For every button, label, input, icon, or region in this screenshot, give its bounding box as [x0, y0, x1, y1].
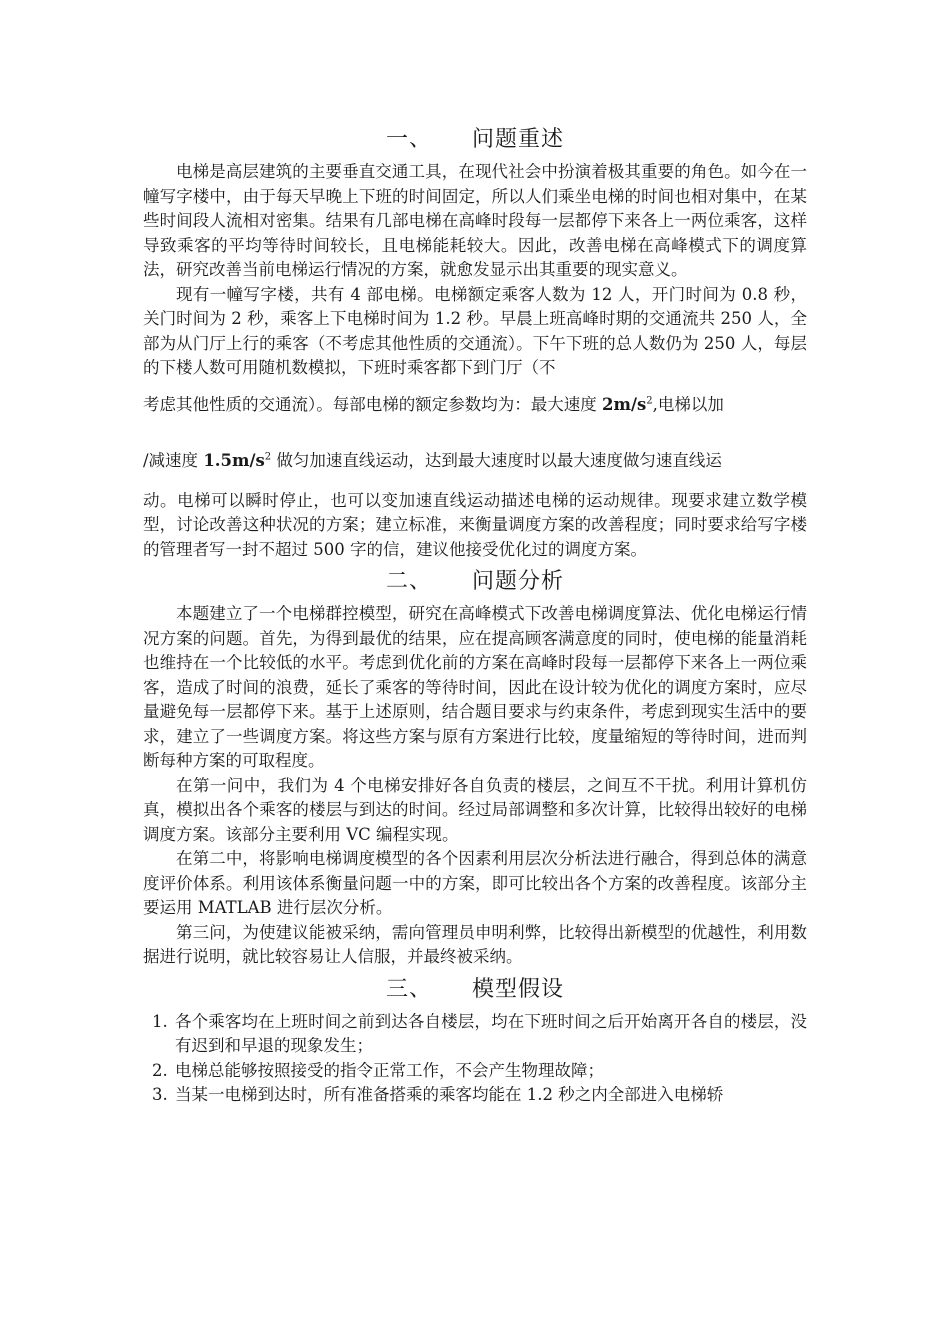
document-page [143, 120, 807, 1108]
restatement-paragraph-1: 电梯是高层建筑的主要垂直交通工具，在现代社会中扮演着极其重要的角色。如今在一幢写字楼中，由于每天早晚上下班的时间固定，所以人们乘坐电梯的时间也相对集中，在某些时间段人流相对密集。结果有几部电梯在高峰时段每一层都停下来各上一两位乘客，这样导致乘客的平均等待时间较长，且电梯能耗较大。因此，改善电梯在高峰模式下的调度算法，研究改善当前电梯运行情况的方案，就愈发显示出其重要的现实意义。 [143, 162, 807, 279]
section-title-text: 问题分析 [472, 569, 565, 594]
section-heading-assumptions [143, 970, 807, 1010]
list-item: 1. 各个乘客均在上班时间之前到达各自楼层，均在下班时间之后开始离开各自的楼层，没有迟到和早退的现象发生； [173, 1010, 807, 1059]
section-number: 一、 [385, 127, 432, 152]
analysis-paragraph-4: 第三问，为使建议能被采纳，需向管理员申明利弊，比较得出新模型的优越性，利用数据进行说明，就比较容易让人信服，并最终被采纳。 [143, 922, 807, 966]
formula-line-text: /减速度 [143, 450, 204, 470]
accel-formula: 1.5m/s [203, 450, 265, 470]
speed-formula: 2m/s [602, 394, 647, 414]
analysis-paragraph-3: 在第二中，将影响电梯调度模型的各个因素利用层次分析法进行融合，得到总体的满意度评价体系。利用该体系衡量问题一中的方案，即可比较出各个方案的改善程度。该部分主要运用 MATLAB 进行层次分析。 [143, 849, 807, 917]
section-number: 三、 [385, 976, 432, 1002]
restatement-formula-line-speed [143, 381, 807, 431]
list-item: 3. 当某一电梯到达时，所有准备搭乘的乘客均能在 1.2 秒之内全部进入电梯轿 [173, 1083, 807, 1108]
superscript: 2 [264, 451, 272, 462]
formula-line-text: 做匀加速直线运动，达到最大速度时以最大速度做匀速直线运 [271, 450, 722, 470]
formula-line-text: 考虑其他性质的交通流）。每部电梯的额定参数均为：最大速度 [143, 394, 602, 414]
section-heading-analysis [143, 562, 807, 602]
section-title-text: 问题重述 [472, 127, 565, 152]
assumptions-list [143, 1010, 807, 1108]
list-item: 2. 电梯总能够按照接受的指令正常工作，不会产生物理故障； [173, 1059, 807, 1084]
section-number: 二、 [385, 569, 432, 594]
section-heading-restatement [143, 120, 807, 160]
section-title-text: 模型假设 [472, 976, 565, 1002]
restatement-paragraph-2: 现有一幢写字楼，共有 4 部电梯。电梯额定乘客人数为 12 人，开门时间为 0.8 秒，关门时间为 2 秒，乘客上下电梯时间为 1.2 秒。早晨上班高峰时期的交通流共 250 人，全部为从门厅上行的乘客（不考虑其他性质的交通流）。下午下班的总人数仍为 250 人，每层的下楼人数可用随机数模拟，下班时乘客都下到门厅（不 [143, 284, 807, 377]
restatement-paragraph-3: 动。电梯可以瞬时停止，也可以变加速直线运动描述电梯的运动规律。现要求建立数学模型，讨论改善这种状况的方案；建立标准，来衡量调度方案的改善程度；同时要求给写字楼的管理者写一封不超过 500 字的信，建议他接受优化过的调度方案。 [143, 490, 807, 559]
analysis-paragraph-2: 在第一问中，我们为 4 个电梯安排好各自负责的楼层，之间互不干扰。利用计算机仿真，模拟出各个乘客的楼层与到达的时间。经过局部调整和多次计算，比较得出较好的电梯调度方案。该部分主要利用 VC 编程实现。 [143, 775, 807, 844]
superscript: 2 [646, 395, 653, 406]
analysis-paragraph-1: 本题建立了一个电梯群控模型，研究在高峰模式下改善电梯调度算法、优化电梯运行情况方案的问题。首先，为得到最优的结果，应在提高顾客满意度的同时，使电梯的能量消耗也维持在一个比较低的水平。考虑到优化前的方案在高峰时段每一层都停下来各上一两位乘客，造成了时间的浪费，延长了乘客的等待时间，因此在设计较为优化的调度方案时，应尽量避免每一层都停下来。基于上述原则，结合题目要求与约束条件，考虑到现实生活中的要求，建立了一些调度方案。将这些方案与原有方案进行比较，度量缩短的等待时间，进而判断每种方案的可取程度。 [143, 604, 807, 770]
restatement-formula-line-accel [143, 431, 807, 487]
formula-line-text: ,电梯以加 [652, 394, 724, 414]
